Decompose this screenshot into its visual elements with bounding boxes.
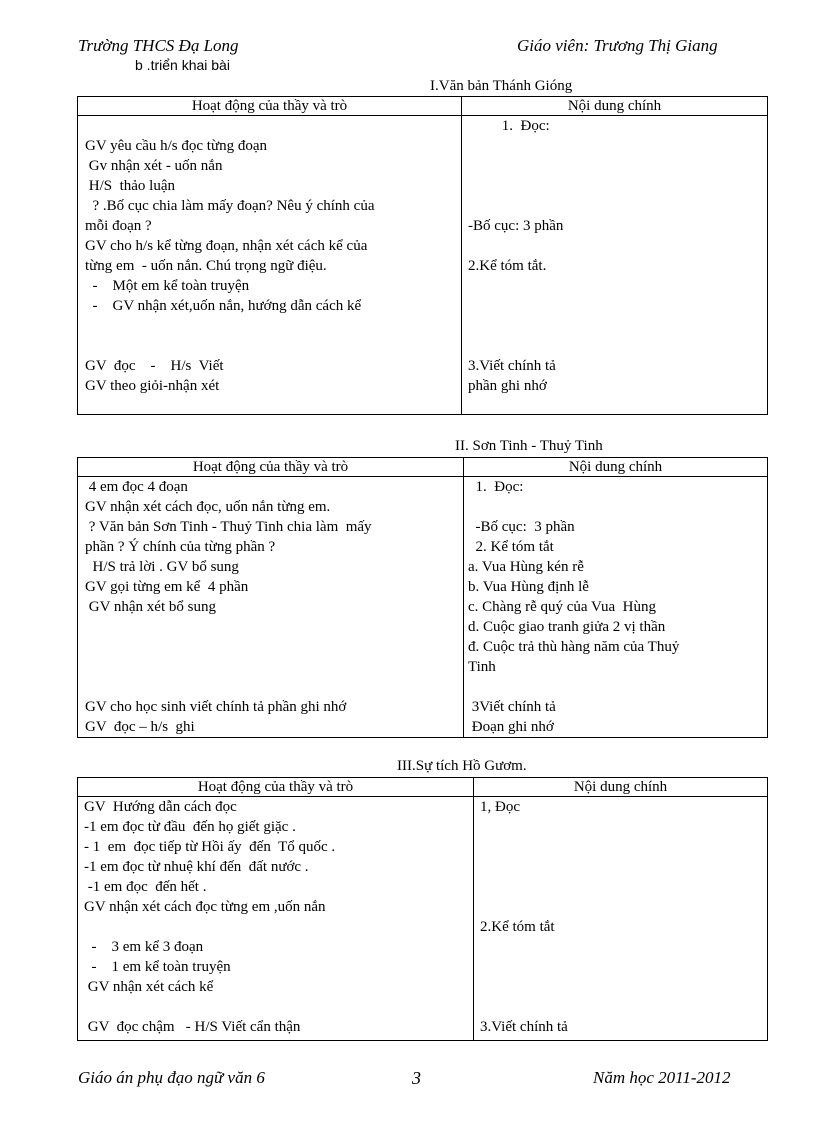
section-3-left-lines: [84, 797, 469, 1037]
text-line: phần ? Ý chính của từng phần ?: [85, 539, 276, 555]
text-line: [480, 877, 763, 897]
footer-subject: Giáo án phụ đạo ngữ văn 6: [78, 1068, 265, 1087]
text-line: 2. Kể tóm tắt: [468, 539, 554, 555]
text-line: phần ghi nhớ: [468, 378, 547, 394]
text-line: [468, 156, 763, 176]
text-line: [468, 276, 763, 296]
text-line: [468, 136, 763, 156]
text-line: 1. Đọc:: [468, 118, 550, 134]
text-line: [85, 316, 457, 336]
section-1-right-cell: [462, 116, 768, 415]
text-line: [468, 336, 763, 356]
text-line: [85, 116, 457, 136]
section-2-col-right-header: Nội dung chính: [464, 458, 768, 477]
text-line: [480, 977, 763, 997]
section-3-left-cell: [78, 797, 474, 1041]
text-line: [468, 196, 763, 216]
text-line: đ. Cuộc trả thù hàng năm của Thuỷ: [468, 639, 680, 655]
text-line: GV đọc – h/s ghi: [85, 719, 195, 735]
text-line: [85, 336, 457, 356]
text-line: - Một em kể toàn truyện: [85, 278, 250, 294]
text-line: GV theo giỏi-nhận xét: [85, 378, 220, 394]
text-line: [480, 857, 763, 877]
text-line: [468, 176, 763, 196]
text-line: ? Văn bản Sơn Tinh - Thuỷ Tinh chia làm mấy: [85, 519, 372, 535]
text-line: - 1 em đọc tiếp từ Hồi ấy đến Tổ quốc .: [84, 839, 336, 855]
text-line: [468, 296, 763, 316]
section-1-right-lines: [468, 116, 763, 396]
text-line: H/S thảo luận: [85, 178, 175, 194]
text-line: GV cho học sinh viết chính tả phần ghi nhớ: [85, 699, 347, 715]
text-line: d. Cuộc giao tranh giửa 2 vị thần: [468, 619, 666, 635]
section-2-right-lines: [468, 477, 763, 737]
section-3-title: III.Sự tích Hồ Gươm.: [397, 758, 527, 774]
section-1-left-lines: [85, 116, 457, 396]
text-line: b. Vua Hùng định lễ: [468, 579, 589, 595]
section-3-col-right-header: Nội dung chính: [474, 778, 768, 797]
text-line: GV Hướng dẫn cách đọc: [84, 799, 237, 815]
school-name: Trường THCS Đạ Long: [78, 36, 239, 55]
section-2-table: [77, 457, 768, 738]
footer-school-year: Năm học 2011-2012: [593, 1068, 731, 1087]
text-line: [480, 897, 763, 917]
text-line: 2.Kể tóm tắt.: [468, 258, 547, 274]
section-1-left-cell: [78, 116, 462, 415]
section-3-col-left-header: Hoạt động của thầy và trò: [78, 778, 474, 797]
teacher-name: Giáo viên: Trương Thị Giang: [517, 36, 718, 55]
text-line: -Bố cục: 3 phần: [468, 218, 564, 234]
text-line: -1 em đọc từ đầu đến họ giết giặc .: [84, 819, 296, 835]
section-2-title: II. Sơn Tinh - Thuỷ Tinh: [455, 438, 603, 454]
section-2-left-lines: [85, 477, 459, 737]
text-line: 3.Viết chính tả: [480, 1019, 568, 1035]
text-line: -Bố cục: 3 phần: [468, 519, 575, 535]
text-line: GV yêu cầu h/s đọc từng đoạn: [85, 138, 267, 154]
text-line: GV cho h/s kể từng đoạn, nhận xét cách kể của: [85, 238, 368, 254]
text-line: [480, 937, 763, 957]
text-line: -1 em đọc đến hết .: [84, 879, 207, 895]
lesson-subtitle: b .triển khai bài: [135, 57, 230, 73]
text-line: Gv nhận xét - uốn nắn: [85, 158, 223, 174]
text-line: GV đọc chậm - H/S Viết cẩn thận: [84, 1019, 301, 1035]
section-1-col-left-header: Hoạt động của thầy và trò: [78, 97, 462, 116]
text-line: GV nhận xét bổ sung: [85, 599, 216, 615]
text-line: [480, 997, 763, 1017]
text-line: Đoạn ghi nhớ: [468, 719, 554, 735]
text-line: [84, 997, 469, 1017]
text-line: GV gọi từng em kể 4 phần: [85, 579, 249, 595]
text-line: [480, 957, 763, 977]
section-2-right-cell: [464, 477, 768, 738]
text-line: GV nhận xét cách đọc, uốn nắn từng em.: [85, 499, 331, 515]
text-line: c. Chàng rễ quý của Vua Hùng: [468, 599, 656, 615]
text-line: Tinh: [468, 659, 496, 675]
section-3-right-cell: [474, 797, 768, 1041]
text-line: 1. Đọc:: [468, 479, 524, 495]
text-line: [480, 837, 763, 857]
section-1-table: [77, 96, 768, 415]
text-line: GV nhận xét cách kể: [84, 979, 214, 995]
text-line: - 1 em kể toàn truyện: [84, 959, 231, 975]
page-number: 3: [412, 1068, 421, 1088]
text-line: [480, 817, 763, 837]
text-line: - 3 em kể 3 đoạn: [84, 939, 204, 955]
text-line: GV đọc - H/s Viết: [85, 358, 224, 374]
text-line: [468, 236, 763, 256]
text-line: 1, Đọc: [480, 799, 520, 815]
section-3-table: [77, 777, 768, 1041]
text-line: [85, 617, 459, 637]
text-line: H/S trả lời . GV bổ sung: [85, 559, 239, 575]
text-line: 2.Kể tóm tắt: [480, 919, 555, 935]
text-line: 3.Viết chính tả: [468, 358, 556, 374]
text-line: [468, 316, 763, 336]
text-line: ? .Bố cục chia làm mấy đoạn? Nêu ý chính của: [85, 198, 375, 214]
text-line: [84, 917, 469, 937]
section-3-right-lines: [480, 797, 763, 1037]
text-line: từng em - uốn nắn. Chú trọng ngữ điệu.: [85, 258, 327, 274]
text-line: 4 em đọc 4 đoạn: [85, 479, 188, 495]
text-line: [468, 677, 763, 697]
section-1-col-right-header: Nội dung chính: [462, 97, 768, 116]
text-line: [85, 637, 459, 657]
section-2-left-cell: [78, 477, 464, 738]
section-1-title: I.Văn bản Thánh Gióng: [430, 78, 573, 94]
text-line: a. Vua Hùng kén rễ: [468, 559, 584, 575]
text-line: [85, 657, 459, 677]
text-line: - GV nhận xét,uốn nắn, hướng dẫn cách kể: [85, 298, 362, 314]
text-line: 3Viết chính tả: [468, 699, 556, 715]
text-line: -1 em đọc từ nhuệ khí đến đất nước .: [84, 859, 309, 875]
text-line: [468, 497, 763, 517]
text-line: GV nhận xét cách đọc từng em ,uốn nắn: [84, 899, 326, 915]
text-line: mỗi đoạn ?: [85, 218, 152, 234]
text-line: [85, 677, 459, 697]
section-2-col-left-header: Hoạt động của thầy và trò: [78, 458, 464, 477]
